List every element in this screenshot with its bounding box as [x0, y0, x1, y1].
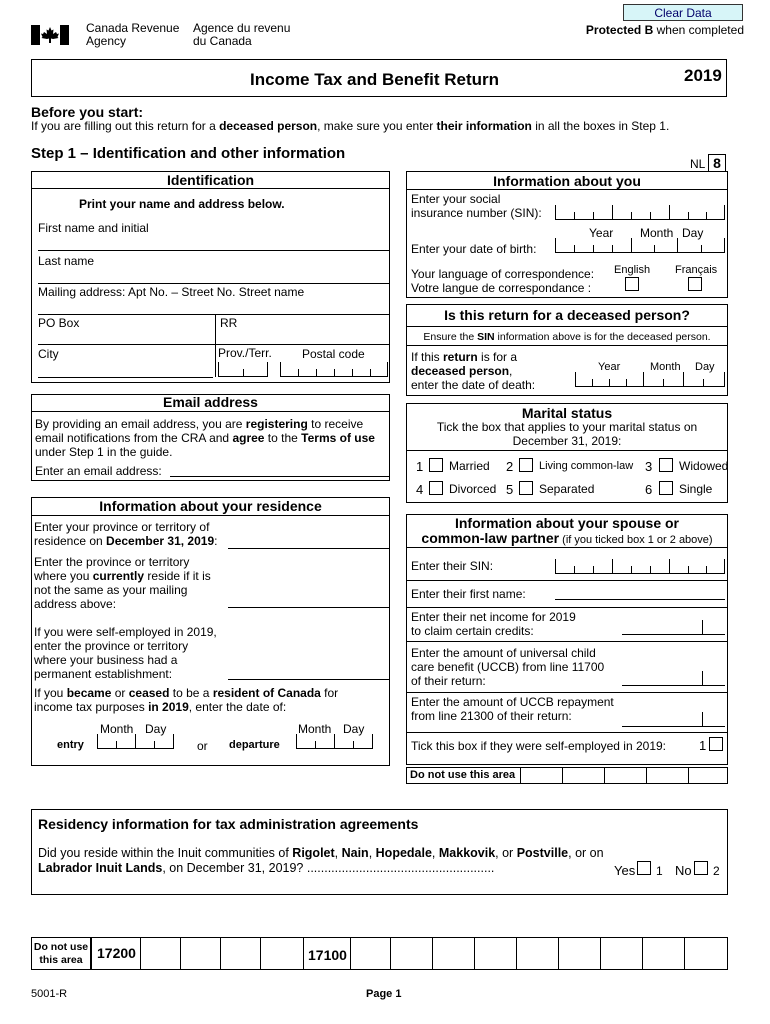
date-of-death-input[interactable]	[575, 377, 725, 387]
marital-num-1: 1	[416, 459, 424, 474]
widowed-label: Widowed	[679, 459, 729, 473]
marital-num-5: 5	[506, 482, 514, 497]
single-label: Single	[679, 482, 713, 496]
date-of-death-label: If this return is for a deceased person, enter the date of death:	[411, 350, 536, 392]
no-num: 2	[713, 864, 720, 878]
dob-label: Enter your date of birth:	[411, 242, 537, 256]
residence-province-label: Enter your province or territory of residence on December 31, 2019:	[34, 520, 218, 548]
protected-b-label: Protected B when completed	[585, 23, 744, 37]
marital-status-instruction: Tick the box that applies to your marital status on December 31, 2019:	[436, 420, 698, 448]
postal-code-label: Postal code	[302, 347, 365, 361]
identification-header: Identification	[166, 172, 255, 188]
province-code: NL	[690, 157, 706, 171]
no-checkbox[interactable]	[694, 861, 708, 875]
marital-num-3: 3	[645, 459, 653, 474]
spouse-self-employed-label: Tick this box if they were self-employed in 2019:	[411, 739, 667, 753]
english-label: English	[614, 264, 651, 276]
about-you-header: Information about you	[493, 173, 641, 189]
uccb-repayment-input[interactable]	[622, 717, 725, 727]
email-consent-text: By providing an email address, you are registering to receive email notifications from the CRA and agree to the Terms of use under Step 1 in the guide.	[35, 417, 375, 459]
marital-status-header: Marital status	[521, 405, 613, 421]
death-month-label: Month	[650, 361, 681, 373]
po-box-label: PO Box	[38, 316, 80, 330]
marital-num-4: 4	[416, 482, 424, 497]
last-name-label: Last name	[38, 254, 95, 268]
yes-label: Yes	[614, 863, 636, 878]
business-province-field[interactable]	[228, 679, 390, 680]
or-label: or	[197, 739, 208, 753]
departure-day-label: Day	[343, 722, 365, 736]
dob-input[interactable]	[555, 243, 725, 253]
do-not-use-label-1: Do not use this area	[410, 769, 516, 781]
email-label: Enter an email address:	[35, 464, 162, 478]
departure-date-field[interactable]	[296, 739, 373, 749]
spouse-first-name-label: Enter their first name:	[411, 587, 526, 601]
page-number: Page 1	[366, 988, 402, 1000]
uccb-input[interactable]	[622, 676, 725, 686]
uccb-repayment-label: Enter the amount of UCCB repayment from line 21300 of their return:	[411, 695, 614, 723]
english-checkbox[interactable]	[625, 277, 639, 291]
current-province-field[interactable]	[228, 607, 390, 608]
city-field[interactable]	[38, 377, 213, 378]
separated-checkbox[interactable]	[519, 481, 533, 495]
tax-year: 2019	[684, 66, 722, 85]
spouse-income-label: Enter their net income for 2019 to claim certain credits:	[411, 610, 576, 638]
yes-checkbox[interactable]	[637, 861, 651, 875]
spouse-sin-label: Enter their SIN:	[411, 559, 494, 573]
death-year-label: Year	[598, 361, 621, 373]
po-box-field[interactable]	[38, 344, 389, 345]
married-label: Married	[449, 459, 490, 473]
current-province-label: Enter the province or territory where you currently reside if it is not the same as your mailing address above:	[34, 555, 211, 611]
agency-name-en: Canada Revenue Agency	[86, 21, 180, 48]
mailing-address-field[interactable]	[38, 314, 389, 315]
step1-heading: Step 1 – Identification and other information	[31, 145, 346, 162]
spouse-income-input[interactable]	[622, 625, 725, 635]
spouse-sin-input[interactable]	[555, 564, 725, 574]
identification-instruction: Print your name and address below.	[79, 197, 285, 211]
married-checkbox[interactable]	[429, 458, 443, 472]
spouse-self-employed-num: 1	[699, 738, 707, 753]
code-17100: 17100	[308, 947, 347, 963]
deceased-header: Is this return for a deceased person?	[444, 307, 690, 323]
email-header: Email address	[163, 394, 258, 410]
first-name-field[interactable]	[38, 250, 389, 251]
marital-num-6: 6	[645, 482, 653, 497]
agency-name-fr: Agence du revenu du Canada	[193, 21, 291, 48]
divorced-label: Divorced	[449, 482, 497, 496]
residence-province-field[interactable]	[228, 548, 390, 549]
city-label: City	[38, 347, 59, 361]
last-name-field[interactable]	[38, 283, 389, 284]
email-input[interactable]	[170, 476, 390, 477]
francais-checkbox[interactable]	[688, 277, 702, 291]
canada-flag-logo	[31, 25, 69, 45]
province-number-box: 8	[708, 154, 726, 172]
do-not-use-label-2: Do not use this area	[33, 941, 89, 966]
common-law-label: Living common-law	[539, 460, 634, 472]
marital-num-2: 2	[506, 459, 514, 474]
spouse-header: Information about your spouse or common-law partner (if you ticked box 1 or 2 above)	[421, 515, 713, 546]
language-label: Your language of correspondence: Votre langue de correspondance :	[411, 267, 595, 295]
departure-month-label: Month	[298, 722, 332, 736]
postal-code-field[interactable]	[280, 367, 388, 377]
spouse-first-name-input[interactable]	[555, 599, 725, 600]
code-17200: 17200	[97, 945, 136, 961]
dob-month-label: Month	[640, 226, 674, 240]
separated-label: Separated	[539, 482, 595, 496]
first-name-label: First name and initial	[38, 221, 149, 235]
spouse-section	[406, 514, 728, 765]
residence-header: Information about your residence	[99, 498, 322, 514]
deceased-note: Ensure the SIN information above is for the deceased person.	[423, 331, 711, 343]
rr-label: RR	[220, 316, 238, 330]
before-you-start-text: If you are filling out this return for a deceased person, make sure you enter their information in all the boxes in Step 1.	[31, 119, 670, 133]
entry-label: entry	[57, 739, 84, 751]
entry-date-field[interactable]	[97, 739, 174, 749]
dob-day-label: Day	[682, 226, 704, 240]
yes-num: 1	[656, 864, 663, 878]
no-label: No	[675, 863, 692, 878]
residency-question: Did you reside within the Inuit communities of Rigolet, Nain, Hopedale, Makkovik, or Postville, or on Labrador Inuit Lands, on December 31, 2019? ......................................................	[38, 846, 604, 875]
before-you-start-heading: Before you start:	[31, 104, 144, 120]
prov-field[interactable]	[218, 367, 268, 377]
dob-year-label: Year	[589, 226, 614, 240]
death-day-label: Day	[695, 361, 715, 373]
residency-agreements-header: Residency information for tax administration agreements	[38, 816, 419, 832]
form-title: Income Tax and Benefit Return	[250, 70, 500, 89]
mailing-address-label: Mailing address: Apt No. – Street No. Street name	[38, 285, 305, 299]
sin-label: Enter your social insurance number (SIN):	[411, 192, 542, 220]
widowed-checkbox[interactable]	[659, 458, 673, 472]
departure-label: departure	[229, 739, 280, 751]
entry-month-label: Month	[100, 722, 134, 736]
entry-day-label: Day	[145, 722, 167, 736]
uccb-label: Enter the amount of universal child care benefit (UCCB) from line 11700 of their return:	[411, 646, 605, 688]
spouse-self-employed-checkbox[interactable]	[709, 737, 723, 751]
business-province-label: If you were self-employed in 2019, enter the province or territory where your business had a permanent establishment:	[34, 625, 217, 681]
clear-data-button[interactable]: Clear Data	[623, 4, 743, 21]
residency-change-label: If you became or ceased to be a resident of Canada for income tax purposes in 2019, enter the date of:	[34, 686, 339, 714]
common-law-checkbox[interactable]	[519, 458, 533, 472]
francais-label: Français	[675, 264, 718, 276]
prov-terr-label: Prov./Terr.	[218, 346, 272, 360]
sin-input[interactable]	[555, 210, 725, 220]
form-number: 5001-R	[31, 988, 68, 1000]
single-checkbox[interactable]	[659, 481, 673, 495]
divorced-checkbox[interactable]	[429, 481, 443, 495]
